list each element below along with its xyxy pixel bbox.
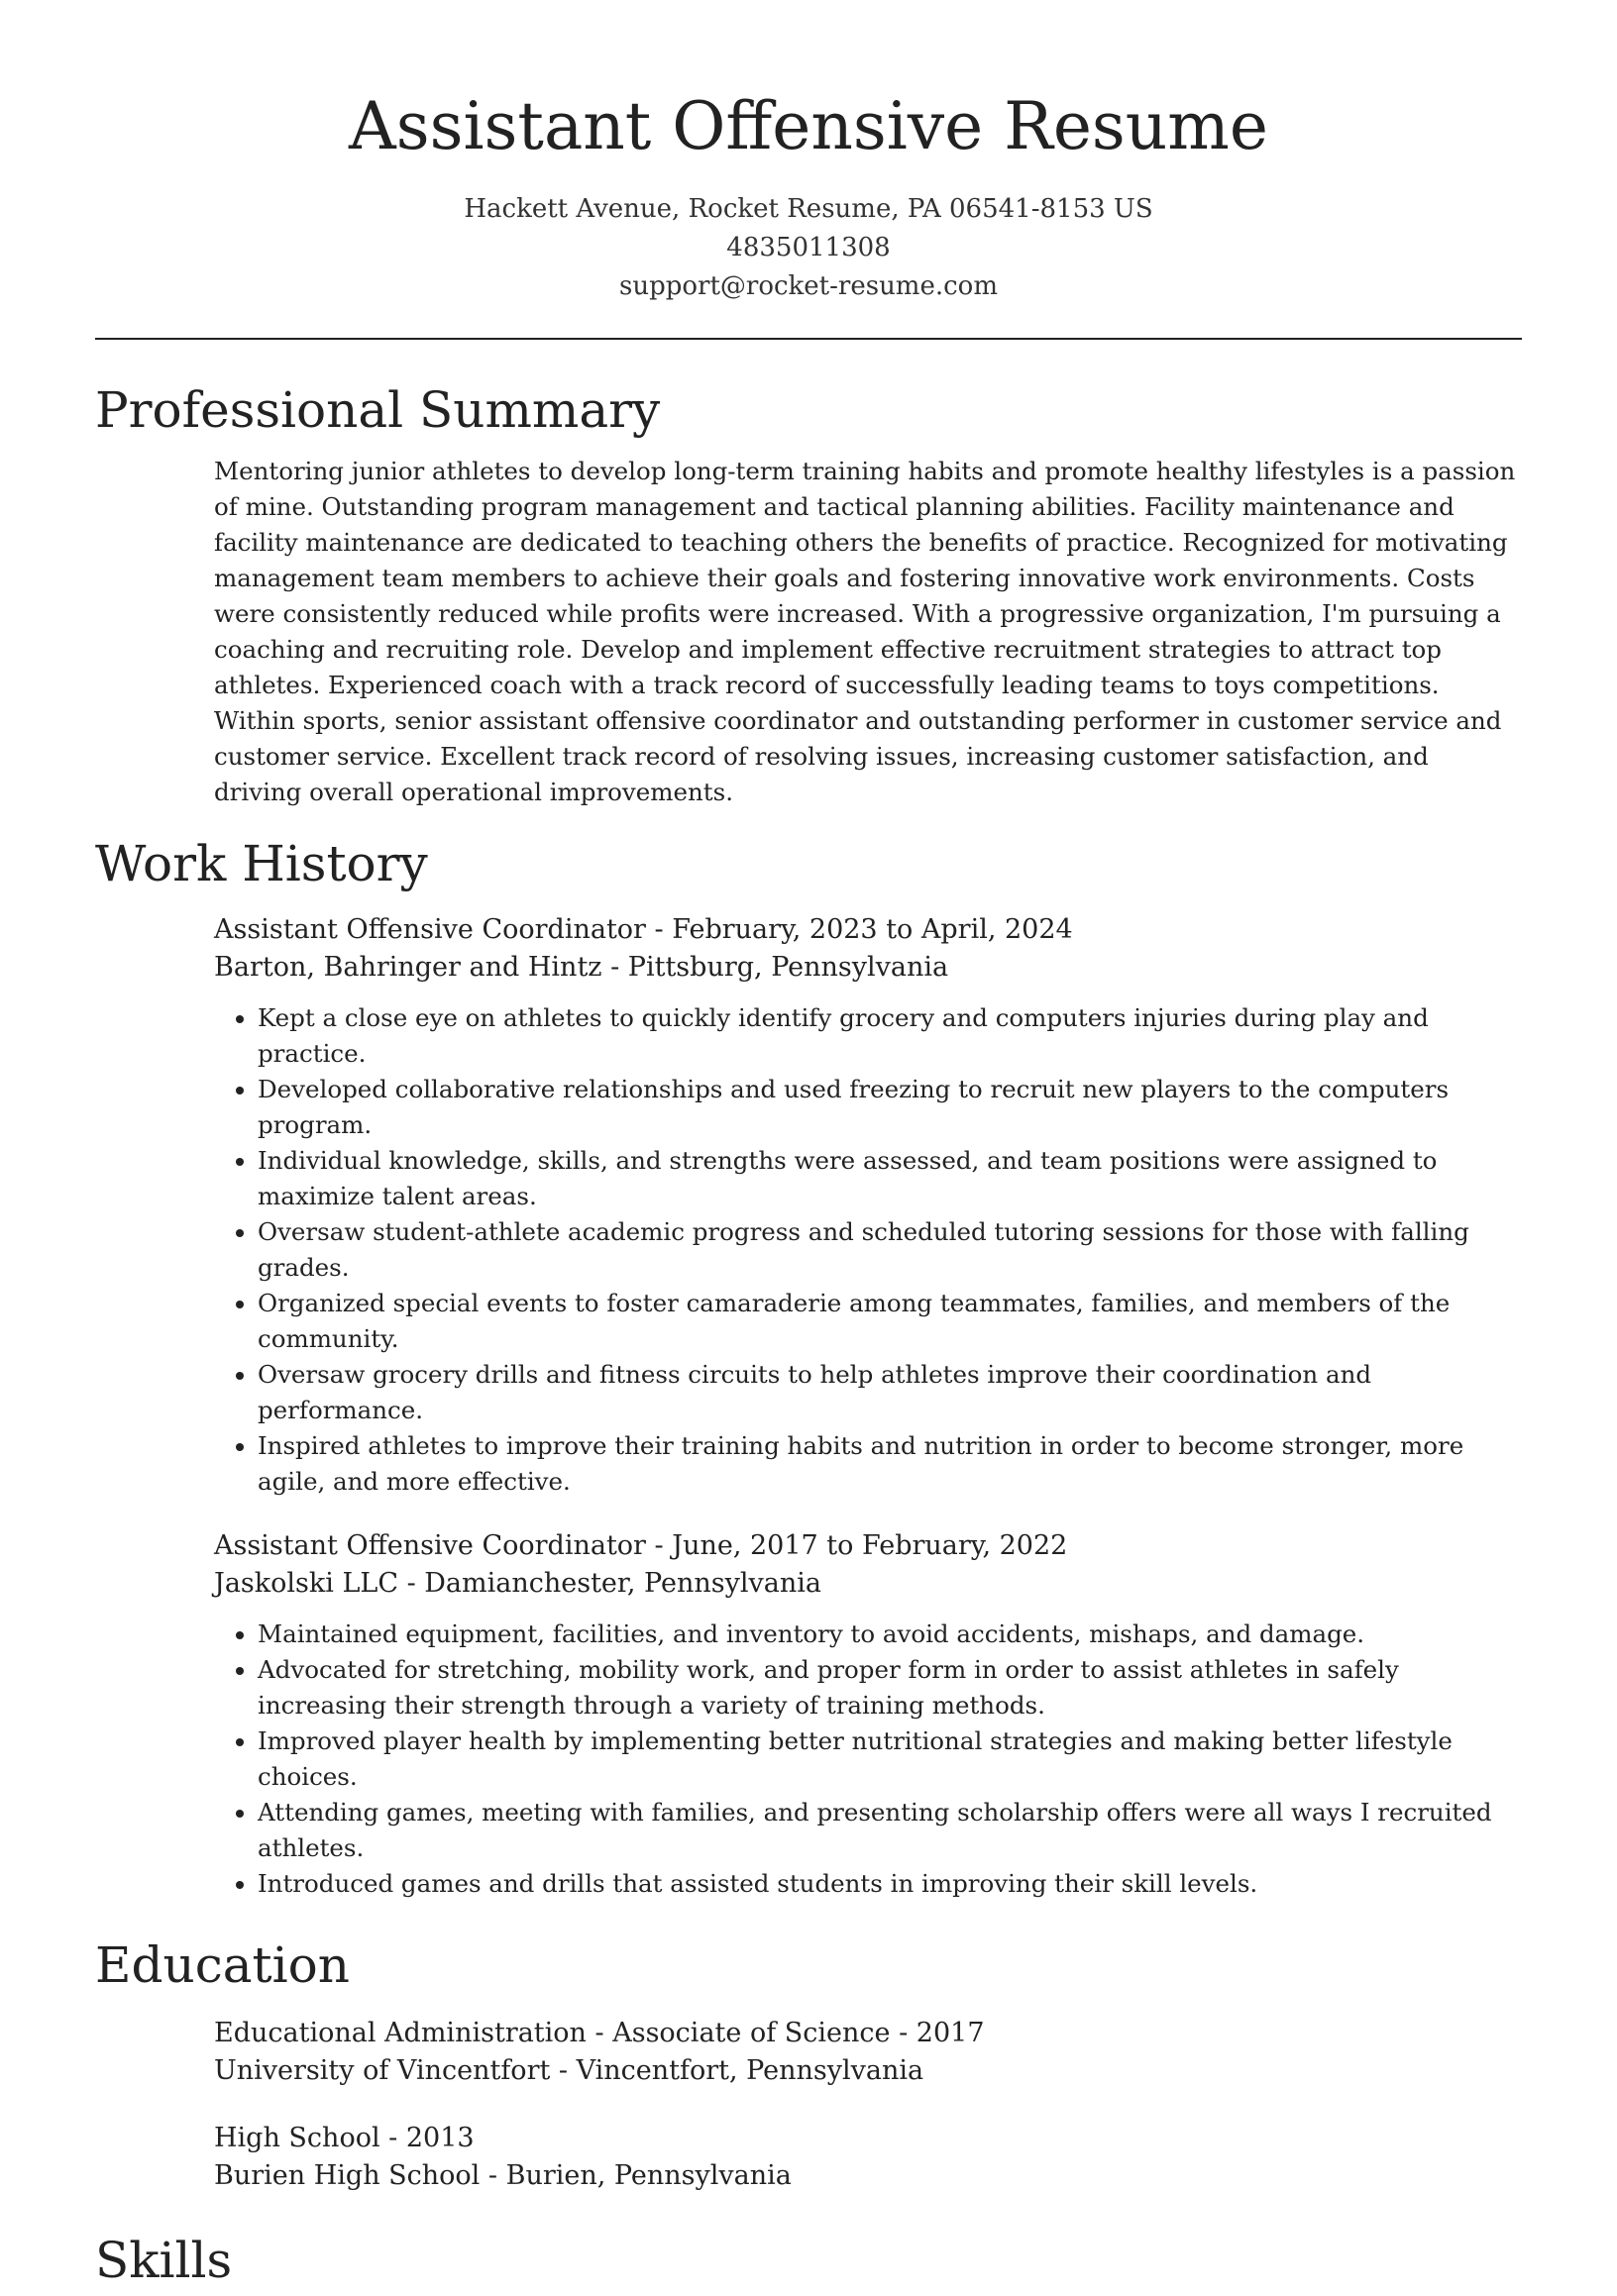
contact-email: support@rocket-resume.com bbox=[618, 271, 998, 301]
education-heading: Education bbox=[95, 1936, 350, 1994]
job-bullet: • Oversaw student-athlete academic progress and scheduled tutoring sessions for those with falling grades. bbox=[258, 1214, 1522, 1286]
work-history-heading: Work History bbox=[95, 835, 428, 892]
job-bullet: • Attending games, meeting with families, and presenting scholarship offers were all ways I recruited athletes. bbox=[258, 1795, 1522, 1866]
job-bullet-list bbox=[214, 1000, 1522, 1500]
job-position: Assistant Offensive Coordinator - February, 2023 to April, 2024 bbox=[214, 914, 1073, 945]
header-divider bbox=[95, 338, 1522, 340]
job-company: Jaskolski LLC - Damianchester, Pennsylvania bbox=[214, 1568, 821, 1599]
resume-title: Assistant Offensive Resume bbox=[349, 88, 1268, 164]
resume-content bbox=[95, 374, 1522, 2296]
job-company: Barton, Bahringer and Hintz - Pittsburg, Pennsylvania bbox=[214, 952, 949, 983]
education-degree: Educational Administration - Associate of Science - 2017 bbox=[214, 2018, 985, 2048]
education-degree: High School - 2013 bbox=[214, 2123, 475, 2153]
contact-phone: 4835011308 bbox=[726, 233, 891, 262]
job-bullet: • Introduced games and drills that assisted students in improving their skill levels. bbox=[258, 1866, 1522, 1902]
job-entry bbox=[214, 1527, 1522, 1902]
job-bullet: • Developed collaborative relationships and used freezing to recruit new players to the computers program. bbox=[258, 1072, 1522, 1143]
job-bullet: • Inspired athletes to improve their training habits and nutrition in order to become stronger, more agile, and more effective. bbox=[258, 1428, 1522, 1500]
job-bullet: • Improved player health by implementing better nutritional strategies and making better lifestyle choices. bbox=[258, 1723, 1522, 1795]
job-bullet: • Individual knowledge, skills, and strengths were assessed, and team positions were assigned to maximize talent areas. bbox=[258, 1143, 1522, 1214]
job-bullet: • Kept a close eye on athletes to quickly identify grocery and computers injuries during play and practice. bbox=[258, 1000, 1522, 1072]
contact-block bbox=[0, 190, 1617, 306]
summary-paragraph: Mentoring junior athletes to develop long-term training habits and promote healthy lifestyles is a passion of mine. Outstanding program management and tactical planning abilities. Facility maintenance and facility maintenance are dedicated to teaching others the benefits of practice. Recognized for motivating management team members to achieve their goals and fostering innovative work environments. Costs were consistently reduced while profits were increased. With a progressive organization, I'm pursuing a coaching and recruiting role. Develop and implement effective recruitment strategies to attract top athletes. Experienced coach with a track record of successfully leading teams to toys competitions. Within sports, senior assistant offensive coordinator and outstanding performer in customer service and customer service. Excellent track record of resolving issues, increasing customer satisfaction, and driving overall operational improvements. bbox=[214, 457, 1516, 806]
job-bullet: • Maintained equipment, facilities, and inventory to avoid accidents, mishaps, and damage. bbox=[258, 1617, 1522, 1652]
summary-heading: Professional Summary bbox=[95, 381, 661, 439]
education-body bbox=[214, 2015, 1522, 2195]
education-section bbox=[95, 1930, 1522, 2195]
job-bullet: • Oversaw grocery drills and fitness circuits to help athletes improve their coordination and performance. bbox=[258, 1357, 1522, 1428]
job-entry bbox=[214, 911, 1522, 1500]
job-bullet-list bbox=[214, 1617, 1522, 1902]
work-history-body bbox=[214, 911, 1522, 1902]
contact-address: Hackett Avenue, Rocket Resume, PA 06541-8153 US bbox=[464, 194, 1153, 224]
job-bullet: • Advocated for stretching, mobility work, and proper form in order to assist athletes in safely increasing their strength through a variety of training methods. bbox=[258, 1652, 1522, 1723]
summary-section bbox=[95, 374, 1522, 810]
education-school: Burien High School - Burien, Pennsylvania bbox=[214, 2160, 792, 2191]
skills-heading: Skills bbox=[95, 2232, 233, 2289]
education-entry bbox=[214, 2015, 1522, 2090]
work-history-section bbox=[95, 828, 1522, 1902]
skills-section bbox=[95, 2225, 1522, 2296]
job-position: Assistant Offensive Coordinator - June, 2017 to February, 2022 bbox=[214, 1530, 1068, 1561]
resume-header bbox=[0, 0, 1617, 306]
summary-body bbox=[214, 454, 1522, 810]
job-bullet: • Organized special events to foster camaraderie among teammates, families, and members of the community. bbox=[258, 1286, 1522, 1357]
education-entry bbox=[214, 2120, 1522, 2195]
education-school: University of Vincentfort - Vincentfort, Pennsylvania bbox=[214, 2055, 924, 2086]
